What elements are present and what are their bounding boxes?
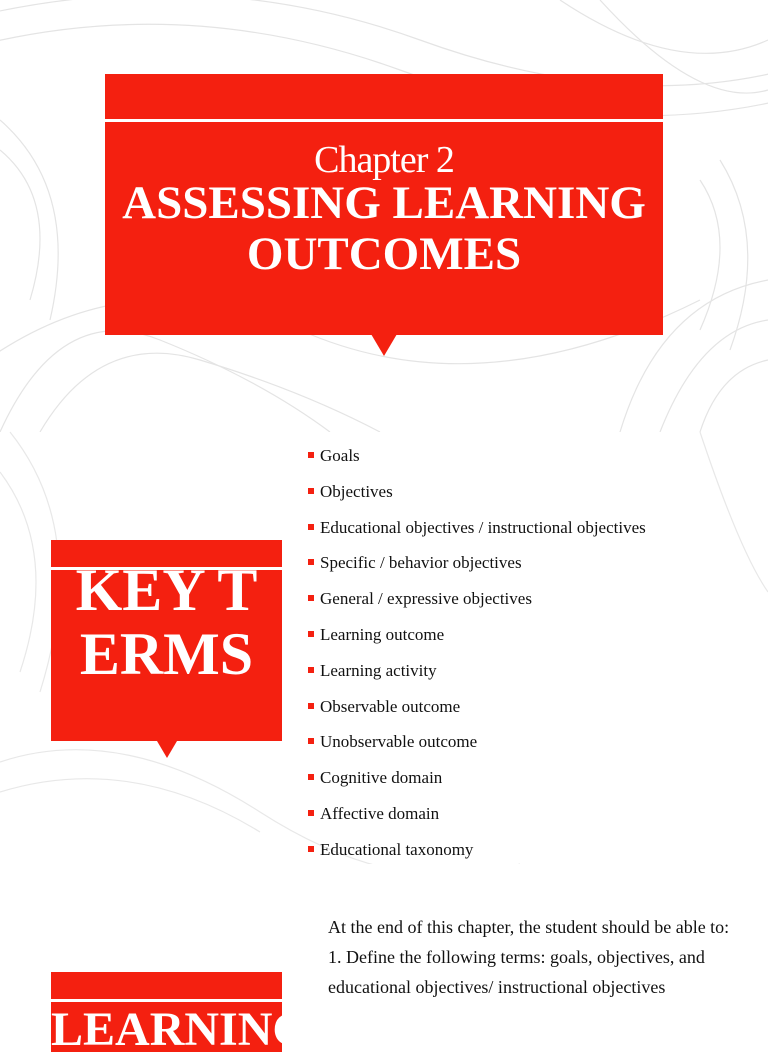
chapter-title: ASSESSING LEARNING OUTCOMES <box>122 177 646 280</box>
key-term-label: Learning activity <box>320 660 437 680</box>
key-term-label: Unobservable outcome <box>320 732 478 752</box>
key-term-item <box>308 516 646 552</box>
key-term-label: Observable outcome <box>320 696 461 716</box>
objective-item: 1. Define the following terms: goals, objectives, and educational objectives/ instructional objectives <box>328 947 705 997</box>
slide-learning-outcomes <box>0 864 768 1056</box>
learning-outcomes-banner <box>51 972 310 1056</box>
bullet-square-icon <box>308 738 314 744</box>
key-terms-list <box>308 444 646 874</box>
bullet-square-icon <box>308 846 314 852</box>
title-stripe <box>105 119 663 122</box>
key-term-label: General / expressive objectives <box>320 589 532 609</box>
bullet-square-icon <box>308 559 314 565</box>
objectives-text <box>328 912 760 1002</box>
key-term-item <box>308 623 646 659</box>
key-term-label: Cognitive domain <box>320 768 443 788</box>
bullet-square-icon <box>308 703 314 709</box>
title-pointer <box>371 334 397 356</box>
key-term-item <box>308 587 646 623</box>
bullet-square-icon <box>308 667 314 673</box>
title-banner <box>105 74 663 335</box>
key-terms-heading: KEY TERMS <box>75 557 258 687</box>
key-term-label: Learning outcome <box>320 624 445 644</box>
key-term-item <box>308 659 646 695</box>
objectives-intro: At the end of this chapter, the student should be able to: <box>328 917 730 937</box>
key-term-item <box>308 766 646 802</box>
key-term-item <box>308 802 646 838</box>
key-term-label: Affective domain <box>320 803 440 823</box>
key-term-label: Educational objectives / instructional objectives <box>320 517 646 537</box>
key-term-item <box>308 551 646 587</box>
learning-outcomes-heading: LEARNING <box>51 1003 310 1056</box>
key-term-item <box>308 730 646 766</box>
bullet-square-icon <box>308 595 314 601</box>
key-term-item <box>308 695 646 731</box>
learning-outcomes-stripe <box>51 999 282 1002</box>
key-terms-banner <box>51 540 282 741</box>
key-term-item <box>308 444 646 480</box>
slide-key-terms <box>0 432 768 864</box>
bullet-square-icon <box>308 774 314 780</box>
key-term-label: Objectives <box>320 481 393 501</box>
bullet-square-icon <box>308 488 314 494</box>
key-term-label: Specific / behavior objectives <box>320 553 522 573</box>
key-terms-pointer <box>157 741 177 758</box>
bullet-square-icon <box>308 631 314 637</box>
key-term-label: Goals <box>320 446 360 465</box>
bullet-square-icon <box>308 452 314 458</box>
bullet-square-icon <box>308 524 314 530</box>
key-term-item <box>308 480 646 516</box>
chapter-label: Chapter 2 <box>314 139 454 181</box>
slide-title <box>0 0 768 432</box>
bullet-square-icon <box>308 810 314 816</box>
key-term-label: Educational taxonomy <box>320 839 474 859</box>
